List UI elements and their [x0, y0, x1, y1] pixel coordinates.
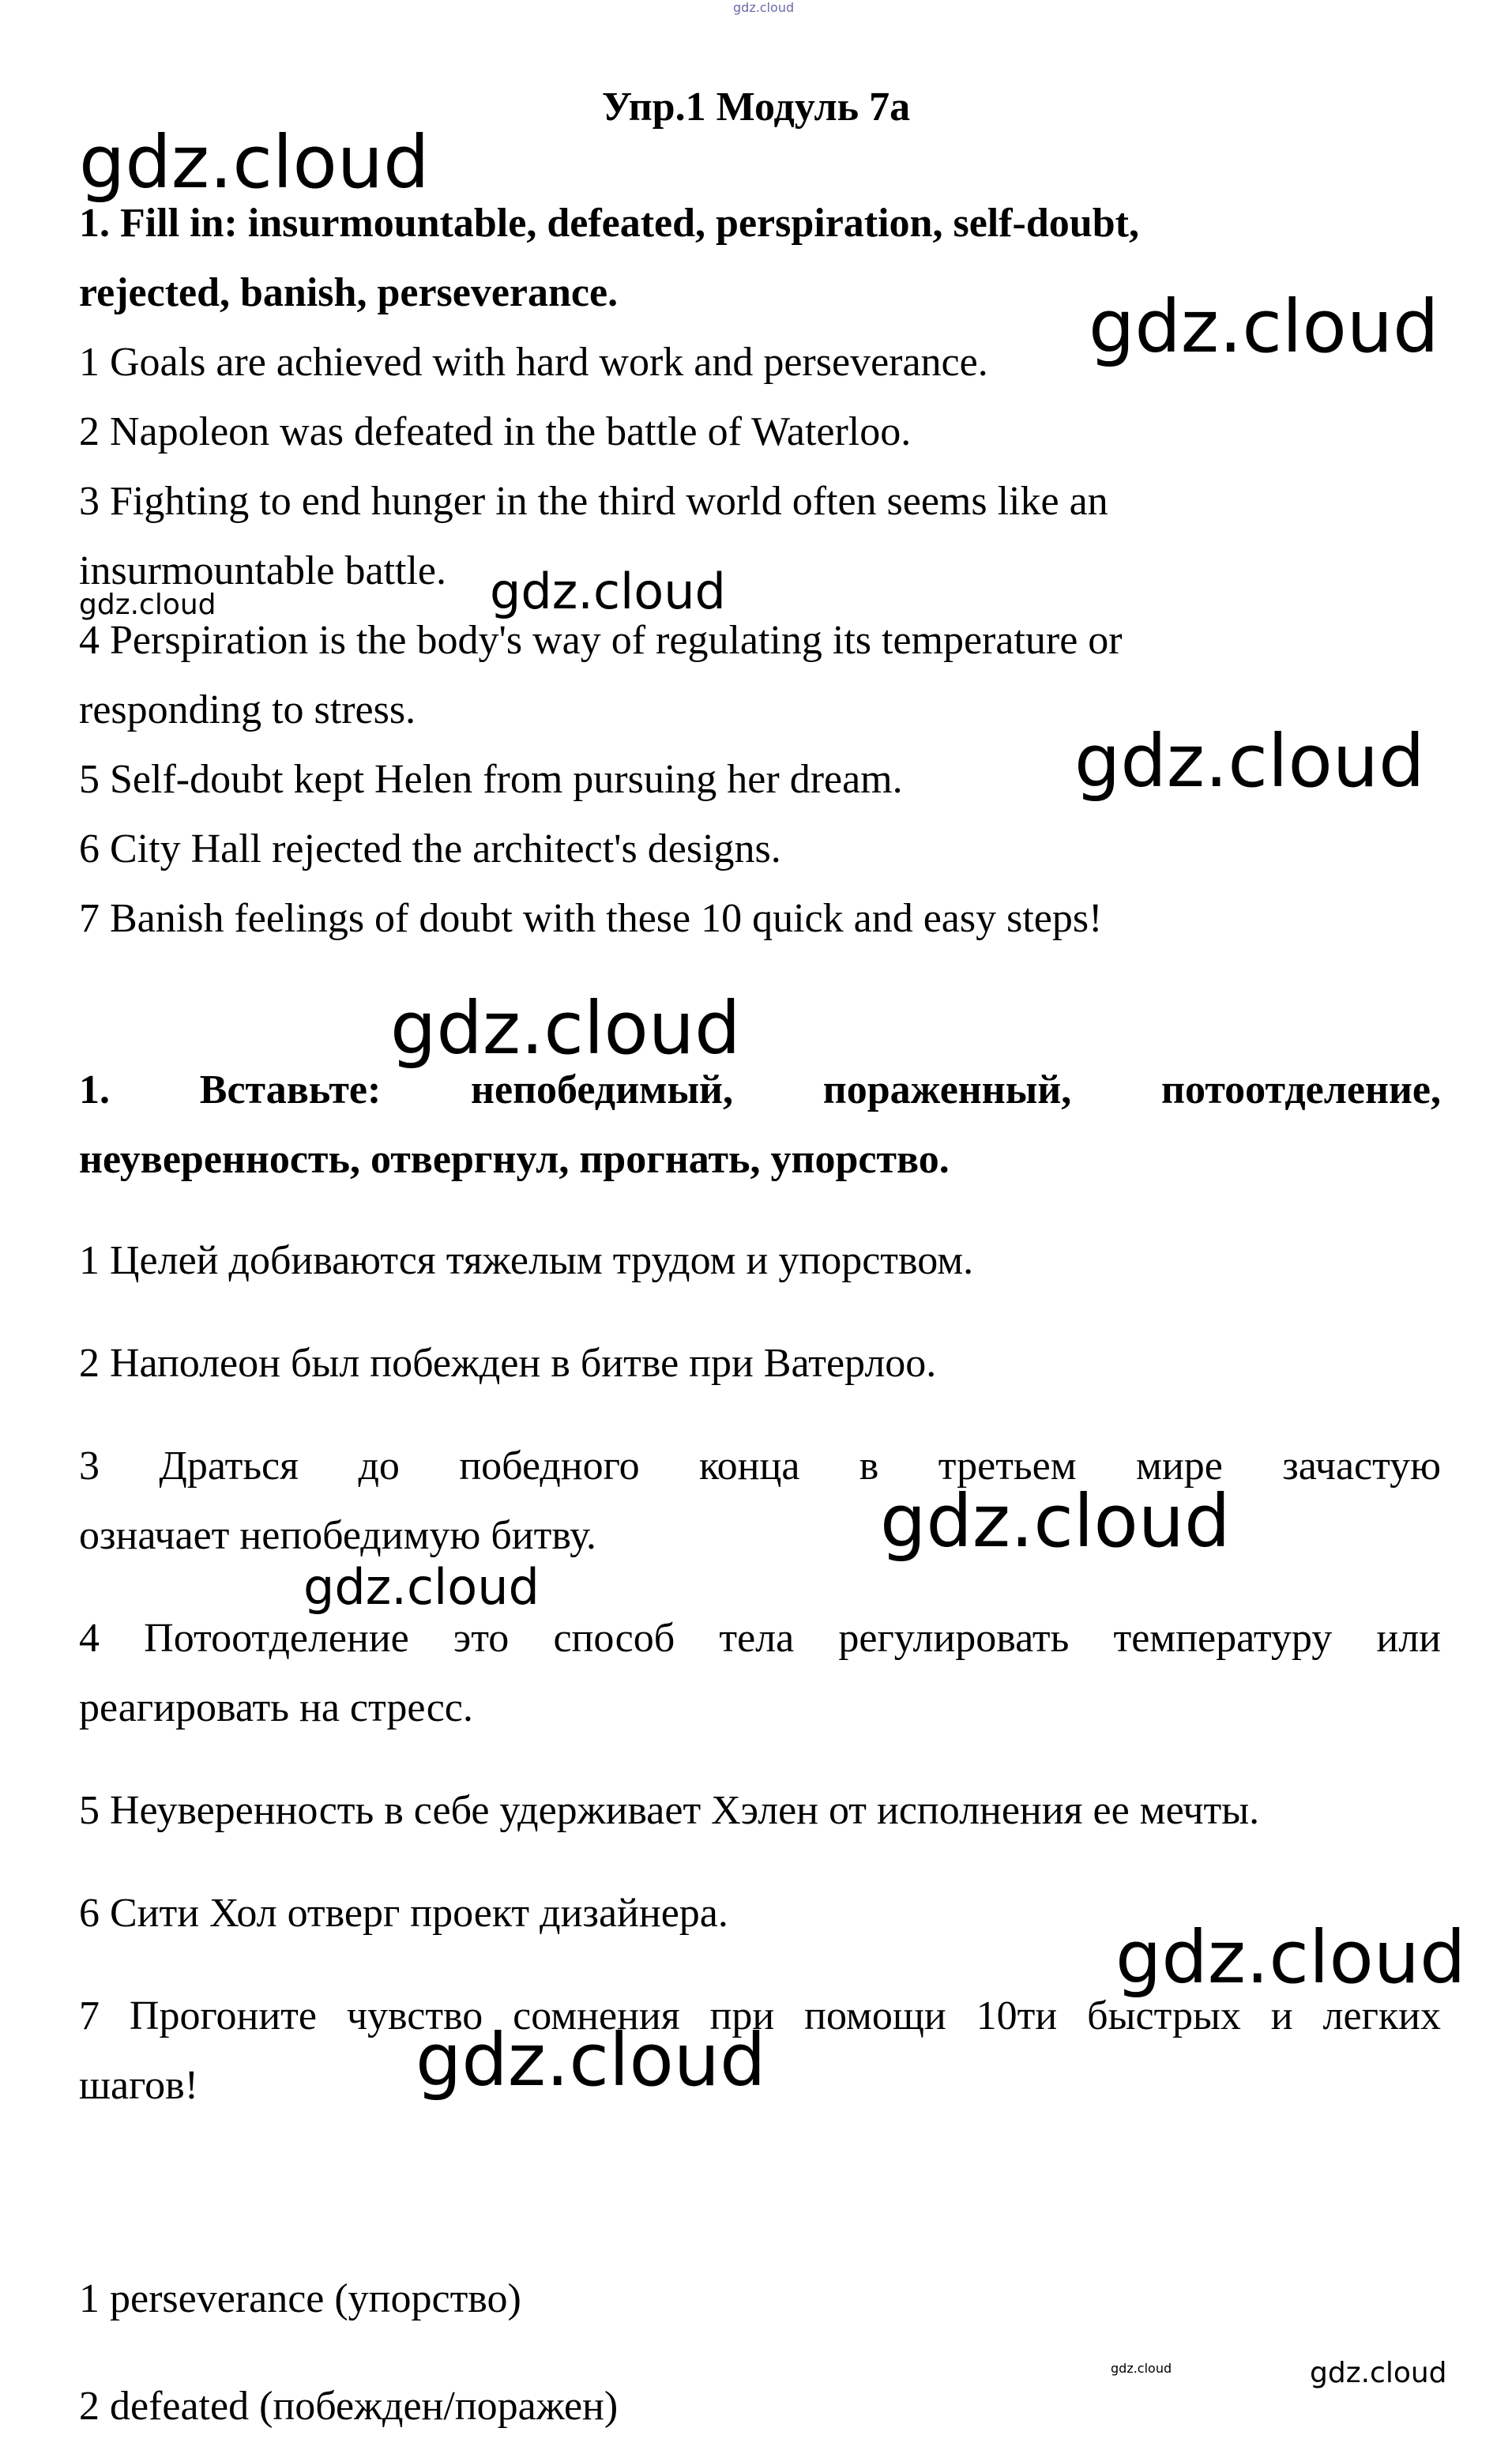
watermark: gdz.cloud	[1074, 719, 1425, 804]
watermark: gdz.cloud	[79, 120, 430, 205]
russian-sentence-6: 6 Сити Хол отверг проект дизайнера.	[79, 1891, 728, 1936]
russian-sentence-5: 5 Неуверенность в себе удерживает Хэлен от исполнения ее мечты.	[79, 1788, 1260, 1833]
watermark: gdz.cloud	[1111, 2361, 1172, 2376]
watermark: gdz.cloud	[1310, 2357, 1447, 2389]
russian-task-heading-line2: неуверенность, отвергнул, прогнать, упорство.	[79, 1137, 950, 1182]
russian-sentence-7-line2: шагов!	[79, 2063, 199, 2108]
answer-2: 2 defeated (побежден/поражен)	[79, 2384, 619, 2429]
watermark: gdz.cloud	[416, 2018, 766, 2102]
watermark-top: gdz.cloud	[733, 0, 795, 15]
russian-sentence-4-line1: 4 Потоотделение это способ тела регулировать температуру или	[79, 1616, 1441, 1661]
watermark: gdz.cloud	[303, 1558, 540, 1616]
russian-sentence-7-line1: 7 Прогоните чувство сомнения при помощи 10ти быстрых и легких	[79, 1993, 1441, 2038]
russian-sentence-3-line1: 3 Драться до победного конца в третьем мире зачастую	[79, 1444, 1441, 1489]
english-sentence-4-line1: 4 Perspiration is the body's way of regulating its temperature or	[79, 618, 1123, 663]
english-sentence-3-line1: 3 Fighting to end hunger in the third world often seems like an	[79, 479, 1108, 524]
english-sentence-1: 1 Goals are achieved with hard work and perseverance.	[79, 340, 988, 385]
english-sentence-2: 2 Napoleon was defeated in the battle of Waterloo.	[79, 409, 912, 454]
english-sentence-6: 6 City Hall rejected the architect's designs.	[79, 826, 781, 871]
russian-sentence-3-line2: означает непобедимую битву.	[79, 1513, 596, 1558]
russian-sentence-2: 2 Наполеон был побежден в битве при Ватерлоо.	[79, 1341, 937, 1386]
watermark: gdz.cloud	[490, 563, 726, 620]
watermark: gdz.cloud	[1115, 1915, 1466, 2000]
russian-sentence-4-line2: реагировать на стресс.	[79, 1685, 473, 1730]
watermark: gdz.cloud	[1089, 284, 1439, 369]
english-task-heading-line1: 1. Fill in: insurmountable, defeated, perspiration, self-doubt,	[79, 201, 1139, 246]
english-sentence-7: 7 Banish feelings of doubt with these 10 quick and easy steps!	[79, 896, 1103, 941]
english-sentence-4-line2: responding to stress.	[79, 687, 416, 732]
english-sentence-3-line2: insurmountable battle.	[79, 548, 447, 593]
watermark: gdz.cloud	[79, 589, 216, 621]
russian-sentence-1: 1 Целей добиваются тяжелым трудом и упорством.	[79, 1238, 974, 1283]
answer-1: 1 perseverance (упорство)	[79, 2276, 521, 2321]
page-title: Упр.1 Модуль 7а	[601, 85, 911, 130]
russian-task-heading-line1: 1. Вставьте: непобедимый, пораженный, потоотделение,	[79, 1067, 1441, 1112]
english-task-heading-line2: rejected, banish, perseverance.	[79, 270, 619, 315]
watermark: gdz.cloud	[880, 1479, 1231, 1564]
watermark: gdz.cloud	[390, 986, 741, 1071]
english-sentence-5: 5 Self-doubt kept Helen from pursuing her dream.	[79, 757, 903, 802]
